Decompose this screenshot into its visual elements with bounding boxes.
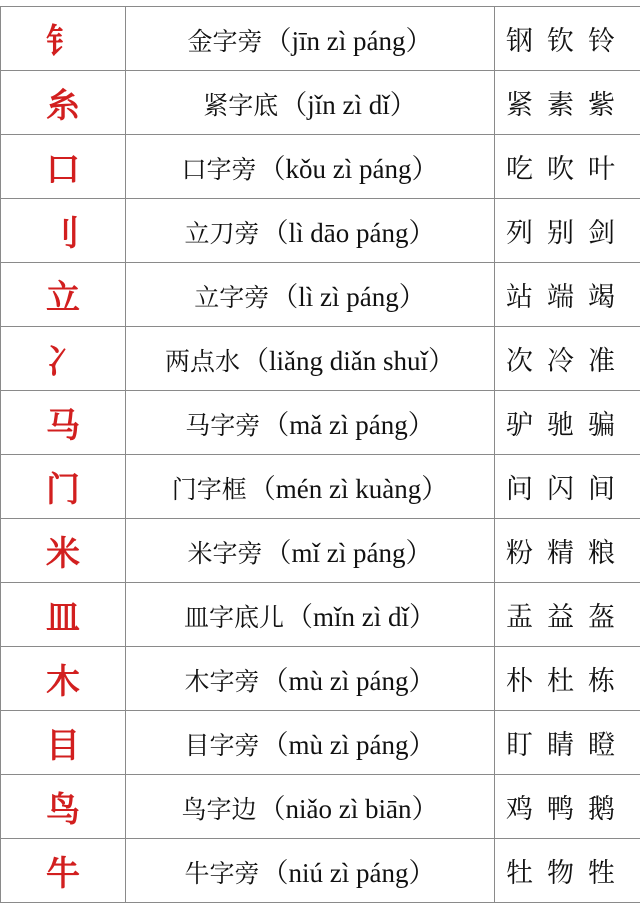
example-character: 牡 [506,851,547,890]
radical-pinyin: （jǐn zì dǐ） [280,90,417,120]
radical-name: 门字框 [172,475,247,504]
radical-pinyin: （niǎo zì biān） [259,794,439,824]
example-character: 剑 [588,211,629,250]
example-characters [495,583,640,647]
example-character: 瞪 [588,723,629,762]
table-row [1,199,640,263]
radical-glyph: 口 [1,135,126,199]
radical-glyph: 木 [1,647,126,711]
example-characters [495,327,640,391]
example-character: 问 [506,467,547,506]
example-character: 列 [506,211,547,250]
table-row [1,583,640,647]
radical-name: 马字旁 [185,411,260,440]
example-characters [495,711,640,775]
radical-pinyin: （kǒu zì páng） [259,154,439,184]
radical-glyph: 糸 [1,71,126,135]
table-row [1,71,640,135]
example-character: 盯 [506,723,547,762]
radical-glyph: 米 [1,519,126,583]
example-character: 紧 [506,83,547,122]
radical-name: 口字旁 [182,155,257,184]
table-row [1,647,640,711]
table-row [1,775,640,839]
example-character: 驰 [547,403,588,442]
radical-glyph: 立 [1,263,126,327]
radical-name: 目字旁 [185,731,260,760]
radical-pinyin: （mén zì kuàng） [249,474,448,504]
radical-name-cell [126,775,495,839]
table-row [1,455,640,519]
example-character: 益 [547,595,588,634]
radical-name-cell [126,839,495,903]
radical-name-cell [126,647,495,711]
radical-name-cell [126,327,495,391]
example-character: 盔 [588,595,629,634]
example-character: 站 [506,275,547,314]
example-character: 鸡 [506,787,547,826]
radical-glyph: 门 [1,455,126,519]
example-character: 鹅 [588,787,629,826]
example-character: 鸭 [547,787,588,826]
radical-pinyin: （mù zì páng） [262,666,436,696]
radical-name-cell [126,583,495,647]
radical-name: 木字旁 [185,667,260,696]
radical-name: 立字旁 [194,283,269,312]
table-row [1,263,640,327]
example-character: 叶 [588,147,629,186]
radical-name: 两点水 [165,347,240,376]
radical-name: 立刀旁 [185,219,260,248]
radical-glyph: 鸟 [1,775,126,839]
radical-name: 牛字旁 [185,859,260,888]
radical-pinyin: （lì dāo páng） [262,218,436,248]
radical-pinyin: （mǐn zì dǐ） [286,602,436,632]
example-character: 吹 [547,147,588,186]
table-row [1,327,640,391]
example-characters [495,647,640,711]
radical-name-cell [126,391,495,455]
radical-name-cell [126,71,495,135]
radical-pinyin: （mǎ zì páng） [262,410,434,440]
example-character: 精 [547,531,588,570]
example-character: 粉 [506,531,547,570]
radical-name: 紧字底 [203,91,278,120]
radical-name-cell [126,263,495,327]
example-characters [495,263,640,327]
example-character: 物 [547,851,588,890]
radical-pinyin: （lì zì páng） [271,282,425,312]
table-row [1,711,640,775]
example-character: 骗 [588,403,629,442]
example-character: 铃 [588,19,629,58]
example-character: 间 [588,467,629,506]
radical-pinyin: （liǎng diǎn shuǐ） [242,346,455,376]
radical-name-cell [126,455,495,519]
radical-name: 鸟字边 [182,795,257,824]
radical-glyph: 钅 [1,7,126,71]
table-row [1,7,640,71]
radical-glyph: 刂 [1,199,126,263]
example-character: 别 [547,211,588,250]
radical-name-cell [126,199,495,263]
example-characters [495,199,640,263]
example-character: 钢 [506,19,547,58]
radical-pinyin: （niú zì páng） [262,858,436,888]
example-character: 准 [588,339,629,378]
example-character: 粮 [588,531,629,570]
example-character: 栋 [588,659,629,698]
radical-glyph: 目 [1,711,126,775]
example-characters [495,7,640,71]
example-character: 冷 [547,339,588,378]
table-row [1,839,640,903]
radical-glyph: 马 [1,391,126,455]
radical-table [0,6,640,903]
radical-table-sheet [0,6,640,903]
example-character: 素 [547,83,588,122]
table-row [1,519,640,583]
radical-name-cell [126,711,495,775]
example-characters [495,391,640,455]
example-character: 竭 [588,275,629,314]
radical-glyph: 牛 [1,839,126,903]
radical-pinyin: （jīn zì páng） [265,26,433,56]
example-characters [495,519,640,583]
radical-name: 金字旁 [188,27,263,56]
example-character: 闪 [547,467,588,506]
example-character: 次 [506,339,547,378]
radical-name-cell [126,7,495,71]
example-characters [495,135,640,199]
radical-glyph: 皿 [1,583,126,647]
table-row [1,135,640,199]
example-characters [495,775,640,839]
radical-pinyin: （mù zì páng） [262,730,436,760]
example-characters [495,455,640,519]
example-character: 钦 [547,19,588,58]
example-character: 杜 [547,659,588,698]
example-character: 紫 [588,83,629,122]
radical-name: 皿字底儿 [184,603,284,632]
table-row [1,391,640,455]
example-character: 牲 [588,851,629,890]
example-character: 驴 [506,403,547,442]
radical-table-body [1,7,640,903]
example-character: 吃 [506,147,547,186]
example-character: 盂 [506,595,547,634]
example-character: 端 [547,275,588,314]
radical-name-cell [126,519,495,583]
example-character: 朴 [506,659,547,698]
example-character: 睛 [547,723,588,762]
radical-glyph: 冫 [1,327,126,391]
radical-name: 米字旁 [188,539,263,568]
radical-name-cell [126,135,495,199]
radical-pinyin: （mǐ zì páng） [265,538,433,568]
example-characters [495,839,640,903]
example-characters [495,71,640,135]
